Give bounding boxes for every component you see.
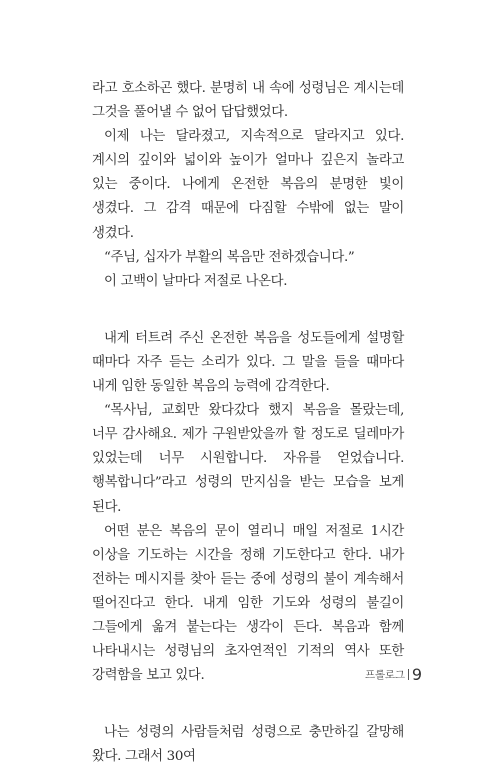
paragraph: 어떤 분은 복음의 문이 열리니 매일 저절로 1시간 이상을 기도하는 시간을 정해 기도한다고 한다. 내가 전하는 메시지를 찾아 듣는 중에 성령의 불이 계속해서 떨어진다고 한다. 내게 임한 기도와 성령의 불길이 그들에게 옮겨 붙는다는 생각이 든다. 복음과 함께 나타내시는 성령님의 초자연적인 기적의 역사 또한 강력함을 보고 있다.: [92, 523, 404, 684]
paragraph: 라고 호소하곤 했다. 분명히 내 속에 성령님은 계시는데 그것을 풀어낼 수 없어 답답했었다.: [92, 81, 404, 121]
section-break: [92, 294, 404, 327]
paragraph: “목사님, 교회만 왔다갔다 했지 복음을 몰랐는데, 너무 감사해요. 제가 구원받았을까 할 정도로 딜레마가 있었는데 너무 시원합니다. 자유를 얻었습니다. 행복합니다”라고 성령의 만지심을 받는 모습을 보게 된다.: [92, 403, 404, 515]
page-number: 9: [411, 665, 422, 684]
page-footer: [365, 665, 422, 684]
paragraph: “주님, 십자가 부활의 복음만 전하겠습니다.”: [104, 249, 355, 265]
paragraph: 이 고백이 날마다 저절로 나온다.: [104, 273, 288, 289]
section-label: 프롤로그: [365, 669, 405, 681]
body-text: [92, 77, 404, 769]
paragraph: 나는 성령의 사람들처럼 성령으로 충만하길 갈망해 왔다. 그래서 30여: [92, 725, 404, 765]
footer-divider: [408, 669, 409, 680]
paragraph: 이제 나는 달라졌고, 지속적으로 달라지고 있다. 계시의 깊이와 넓이와 높이가 얼마나 깊은지 놀라고 있는 중이다. 나에게 온전한 복음의 분명한 빛이 생겼다. 그 감격 때문에 다짐할 수밖에 없는 말이 생겼다.: [92, 129, 404, 241]
section-break: [92, 688, 404, 721]
paragraph: 내게 터트려 주신 온전한 복음을 성도들에게 설명할 때마다 자주 듣는 소리가 있다. 그 말을 들을 때마다 내게 임한 동일한 복음의 능력에 감격한다.: [92, 330, 404, 395]
